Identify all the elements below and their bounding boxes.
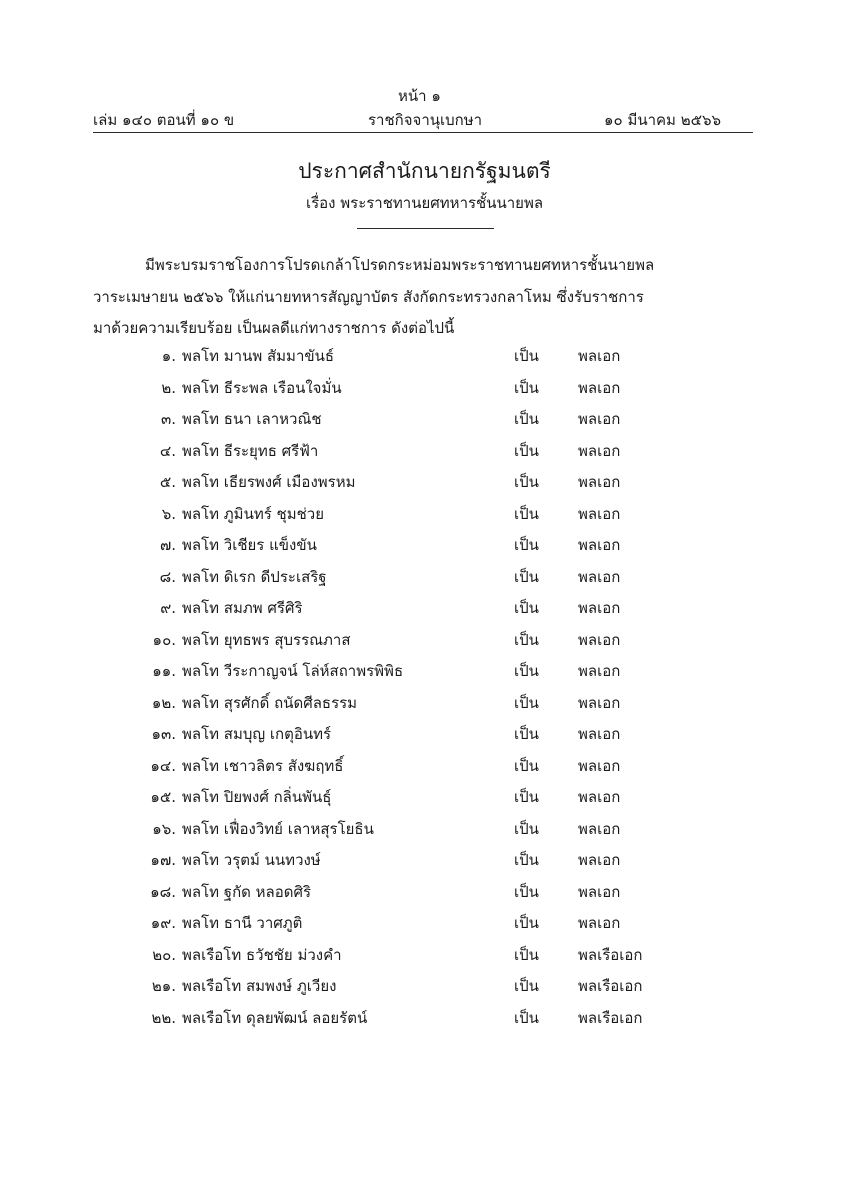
new-rank: พลเอก (578, 567, 621, 586)
list-item (0, 470, 849, 502)
officer-name: พลโท ดิเรก ดีประเสริฐ (182, 567, 327, 586)
as-label: เป็น (514, 788, 539, 806)
officer-name: พลโท วิเชียร แข็งขัน (182, 536, 317, 554)
page-number: หน้า ๑ (398, 87, 441, 105)
as-label: เป็น (514, 410, 539, 428)
list-item (0, 974, 849, 1006)
list-item (0, 565, 849, 597)
new-rank: พลเอก (578, 662, 621, 680)
officer-name: พลโท สมภพ ศรีศิริ (182, 599, 303, 617)
officer-name: พลโท ธีระพล เรือนใจมั่น (182, 378, 342, 397)
intro-line-2: วาระเมษายน ๒๕๖๖ ให้แก่นายทหารสัญญาบัตร สังกัดกระทรวงกลาโหม ซึ่งรับราชการ (93, 288, 644, 306)
new-rank: พลเอก (578, 347, 621, 365)
officer-name: พลโท ธานี วาศภูติ (182, 914, 303, 932)
new-rank: พลเรือเอก (578, 945, 643, 964)
gazette-name: ราชกิจจานุเบกษา (368, 111, 483, 129)
new-rank: พลเรือเอก (578, 1008, 643, 1027)
as-label: เป็น (514, 630, 539, 649)
item-number: ๒. (161, 378, 176, 397)
list-item (0, 628, 849, 660)
item-number: ๑๘. (150, 882, 176, 901)
officer-name: พลโท มานพ สัมมาขันธ์ (182, 347, 335, 365)
promotion-list (0, 344, 849, 1037)
new-rank: พลเอก (578, 630, 621, 649)
list-item (0, 439, 849, 471)
title-underline (357, 228, 494, 229)
intro-line-1: มีพระบรมราชโองการโปรดเกล้าโปรดกระหม่อมพระราชทานยศทหารชั้นนายพล (145, 256, 655, 274)
item-number: ๑๐. (152, 630, 176, 649)
publication-date: ๑๐ มีนาคม ๒๕๖๖ (604, 111, 721, 129)
new-rank: พลเอก (578, 693, 621, 712)
as-label: เป็น (514, 945, 539, 964)
officer-name: พลโท ปิยพงศ์ กลิ่นพันธุ์ (182, 788, 332, 806)
officer-name: พลเรือโท ธวัชชัย ม่วงคำ (182, 945, 342, 964)
new-rank: พลเอก (578, 441, 621, 460)
as-label: เป็น (514, 977, 539, 995)
item-number: ๑๑. (152, 662, 176, 680)
list-item (0, 407, 849, 439)
list-item (0, 344, 849, 376)
as-label: เป็น (514, 473, 539, 491)
item-number: ๕. (159, 473, 176, 491)
new-rank: พลเอก (578, 378, 621, 397)
item-number: ๙. (160, 599, 176, 617)
volume-issue: เล่ม ๑๔๐ ตอนที่ ๑๐ ข (93, 111, 235, 129)
list-item (0, 943, 849, 975)
new-rank: พลเรือเอก (578, 977, 643, 995)
as-label: เป็น (514, 882, 539, 901)
officer-name: พลโท ยุทธพร สุบรรณภาส (182, 630, 351, 649)
as-label: เป็น (514, 756, 539, 775)
as-label: เป็น (514, 599, 539, 617)
as-label: เป็น (514, 567, 539, 586)
officer-name: พลโท ธีระยุทธ ศรีฟ้า (182, 441, 319, 460)
list-item (0, 722, 849, 754)
list-item (0, 817, 849, 849)
item-number: ๘. (159, 567, 176, 586)
officer-name: พลโท ฐกัด หลอดศิริ (182, 882, 312, 901)
as-label: เป็น (514, 1008, 539, 1027)
item-number: ๑๙. (150, 914, 176, 932)
as-label: เป็น (514, 725, 539, 743)
officer-name: พลโท เฟื่องวิทย์ เลาหสุรโยธิน (182, 819, 374, 838)
new-rank: พลเอก (578, 882, 621, 901)
item-number: ๔. (159, 441, 176, 460)
new-rank: พลเอก (578, 851, 621, 869)
item-number: ๒๒. (151, 1008, 176, 1027)
as-label: เป็น (514, 914, 539, 932)
officer-name: พลโท เธียรพงศ์ เมืองพรหม (182, 473, 356, 491)
announcement-subject: เรื่อง พระราชทานยศทหารชั้นนายพล (305, 194, 544, 212)
as-label: เป็น (514, 851, 539, 869)
officer-name: พลเรือโท สมพงษ์ ภูเวียง (182, 977, 337, 995)
item-number: ๑๔. (150, 756, 176, 775)
as-label: เป็น (514, 536, 539, 554)
new-rank: พลเอก (578, 725, 621, 743)
list-item (0, 659, 849, 691)
officer-name: พลโท ธนา เลาหวณิช (182, 410, 322, 428)
as-label: เป็น (514, 504, 539, 523)
new-rank: พลเอก (578, 819, 621, 838)
list-item (0, 502, 849, 534)
as-label: เป็น (514, 378, 539, 397)
new-rank: พลเอก (578, 473, 621, 491)
as-label: เป็น (514, 347, 539, 365)
list-item (0, 880, 849, 912)
item-number: ๑๖. (152, 819, 176, 838)
officer-name: พลโท สุรศักดิ์ ถนัดศีลธรรม (182, 693, 358, 712)
new-rank: พลเอก (578, 756, 621, 775)
item-number: ๓. (160, 410, 176, 428)
intro-line-3: มาด้วยความเรียบร้อย เป็นผลดีแก่ทางราชการ ดังต่อไปนี้ (93, 319, 455, 337)
list-item (0, 848, 849, 880)
officer-name: พลโท สมบุญ เกตุอินทร์ (182, 725, 332, 743)
item-number: ๒๐. (152, 945, 176, 964)
item-number: ๖. (161, 504, 176, 523)
list-item (0, 691, 849, 723)
header-rule (93, 132, 753, 133)
as-label: เป็น (514, 693, 539, 712)
list-item (0, 596, 849, 628)
new-rank: พลเอก (578, 788, 621, 806)
item-number: ๑๗. (150, 851, 176, 869)
officer-name: พลเรือโท ดุลยพัฒน์ ลอยรัตน์ (182, 1008, 368, 1027)
list-item (0, 376, 849, 408)
as-label: เป็น (514, 662, 539, 680)
list-item (0, 1006, 849, 1038)
item-number: ๑๓. (151, 725, 176, 743)
list-item (0, 754, 849, 786)
new-rank: พลเอก (578, 914, 621, 932)
announcement-title: ประกาศสำนักนายกรัฐมนตรี (298, 159, 551, 183)
officer-name: พลโท เชาวลิตร สังฆฤทธิ์ (182, 756, 344, 775)
list-item (0, 533, 849, 565)
item-number: ๑. (161, 347, 176, 365)
new-rank: พลเอก (578, 410, 621, 428)
as-label: เป็น (514, 819, 539, 838)
list-item (0, 911, 849, 943)
item-number: ๑๒. (151, 693, 176, 712)
as-label: เป็น (514, 441, 539, 460)
officer-name: พลโท ภูมินทร์ ชุมช่วย (182, 504, 324, 523)
officer-name: พลโท วีระกาญจน์ โล่ห์สถาพรพิพิธ (182, 662, 404, 680)
item-number: ๒๑. (151, 977, 176, 995)
new-rank: พลเอก (578, 504, 621, 523)
item-number: ๗. (159, 536, 176, 554)
new-rank: พลเอก (578, 599, 621, 617)
new-rank: พลเอก (578, 536, 621, 554)
officer-name: พลโท วรุตม์ นนทวงษ์ (182, 851, 321, 869)
item-number: ๑๕. (150, 788, 176, 806)
list-item (0, 785, 849, 817)
